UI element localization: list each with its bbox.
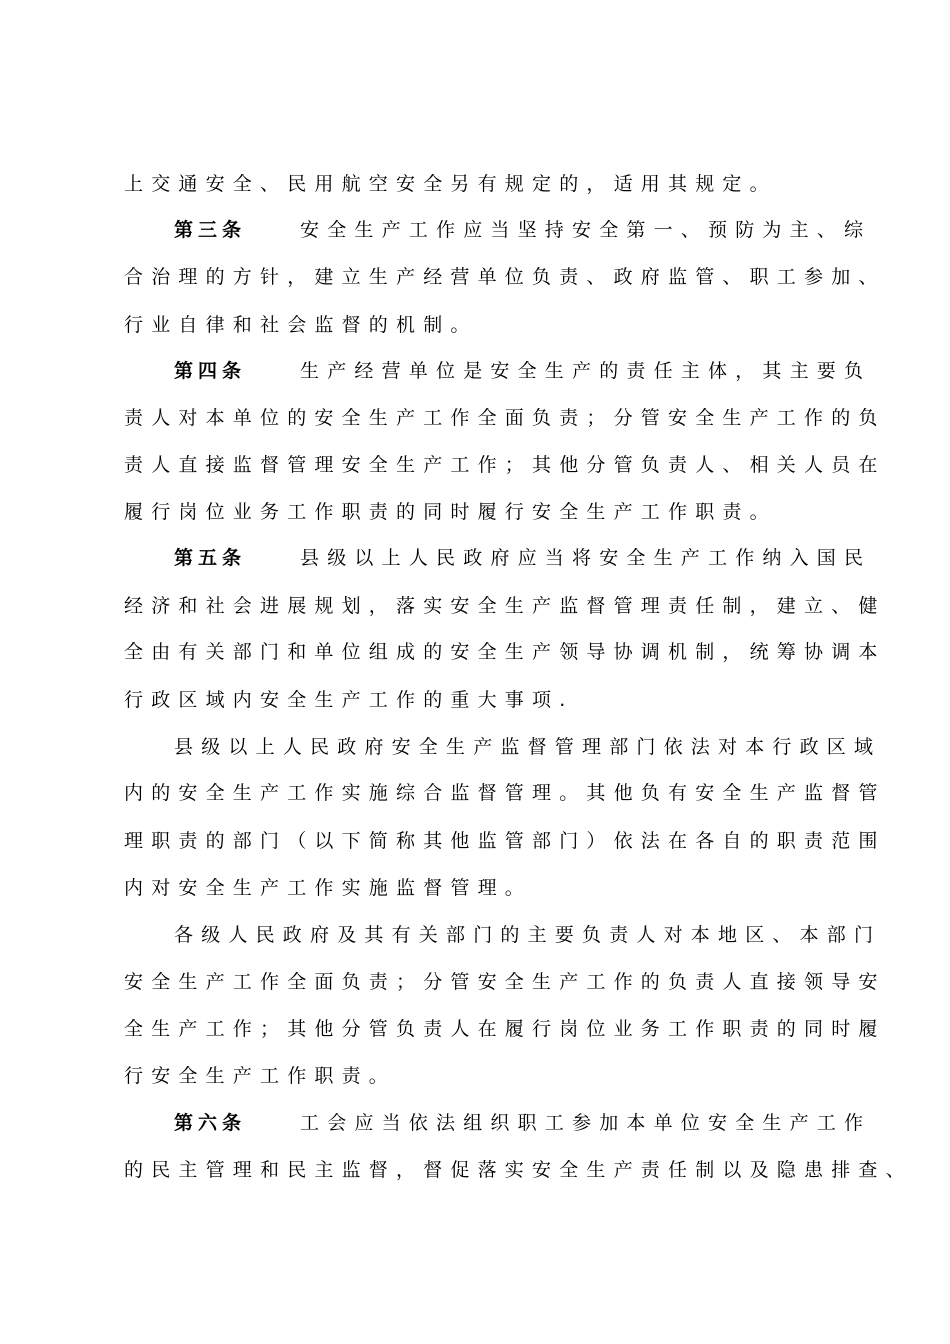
text-line — [124, 634, 886, 670]
article-number: 第五条 — [174, 547, 247, 569]
text-line — [124, 494, 844, 530]
line-text: 安全生产工作全面负责；分管安全生产工作的负责人直接领导安 — [124, 971, 886, 993]
line-text: 内的安全生产工作实施综合监督管理。其他负有安全生产监督管 — [124, 782, 886, 804]
line-text: 安全生产工作应当坚持安全第一、预防为主、综 — [300, 219, 872, 241]
article-number: 第四条 — [174, 360, 247, 382]
text-line — [124, 775, 886, 811]
line-text: 经济和社会进展规划，落实安全生产监督管理责任制，建立、健 — [124, 595, 886, 617]
text-line — [124, 1058, 844, 1094]
line-text: 行安全生产工作职责。 — [124, 1065, 397, 1087]
text-line — [124, 964, 886, 1000]
text-line — [124, 588, 886, 624]
text-line — [124, 400, 886, 436]
line-text: 的民主管理和民主监督，督促落实安全生产责任制以及隐患排查、 — [124, 1159, 913, 1181]
line-text: 上交通安全、民用航空安全另有规定的，适用其规定。 — [124, 173, 777, 195]
text-line — [124, 870, 844, 906]
line-text: 责人对本单位的安全生产工作全面负责；分管安全生产工作的负 — [124, 407, 886, 429]
article-6-line — [174, 1105, 894, 1141]
text-line — [124, 823, 886, 859]
paragraph-start-line — [174, 729, 894, 765]
line-text: 理职责的部门（以下简称其他监管部门）依法在各自的职责范围 — [124, 830, 886, 852]
text-line — [124, 307, 844, 343]
text-line — [124, 1152, 913, 1188]
text-line — [124, 1011, 886, 1047]
paragraph-start-line — [174, 917, 894, 953]
line-text: 行政区域内安全生产工作的重大事项. — [124, 689, 574, 711]
line-text: 合治理的方针，建立生产经营单位负责、政府监管、职工参加、 — [124, 266, 886, 288]
line-text: 县级以上人民政府安全生产监督管理部门依法对本行政区域 — [174, 736, 882, 758]
line-text: 生产经营单位是安全生产的责任主体，其主要负 — [300, 360, 872, 382]
line-text: 行业自律和社会监督的机制。 — [124, 314, 478, 336]
article-5-line — [174, 540, 894, 576]
line-text: 履行岗位业务工作职责的同时履行安全生产工作职责。 — [124, 501, 777, 523]
line-text: 工会应当依法组织职工参加本单位安全生产工作 — [300, 1112, 872, 1134]
article-number: 第三条 — [174, 219, 247, 241]
text-line — [124, 166, 844, 202]
line-text: 县级以上人民政府应当将安全生产工作纳入国民 — [300, 547, 872, 569]
article-number: 第六条 — [174, 1112, 247, 1134]
line-text: 各级人民政府及其有关部门的主要负责人对本地区、本部门 — [174, 924, 882, 946]
line-text: 全生产工作；其他分管负责人在履行岗位业务工作职责的同时履 — [124, 1018, 886, 1040]
text-line — [124, 259, 886, 295]
line-text: 责人直接监督管理安全生产工作；其他分管负责人、相关人员在 — [124, 454, 886, 476]
line-text: 内对安全生产工作实施监督管理。 — [124, 877, 533, 899]
article-4-line — [174, 353, 894, 389]
article-3-line — [174, 212, 894, 248]
text-line — [124, 682, 844, 718]
line-text: 全由有关部门和单位组成的安全生产领导协调机制，统筹协调本 — [124, 641, 886, 663]
text-line — [124, 447, 886, 483]
